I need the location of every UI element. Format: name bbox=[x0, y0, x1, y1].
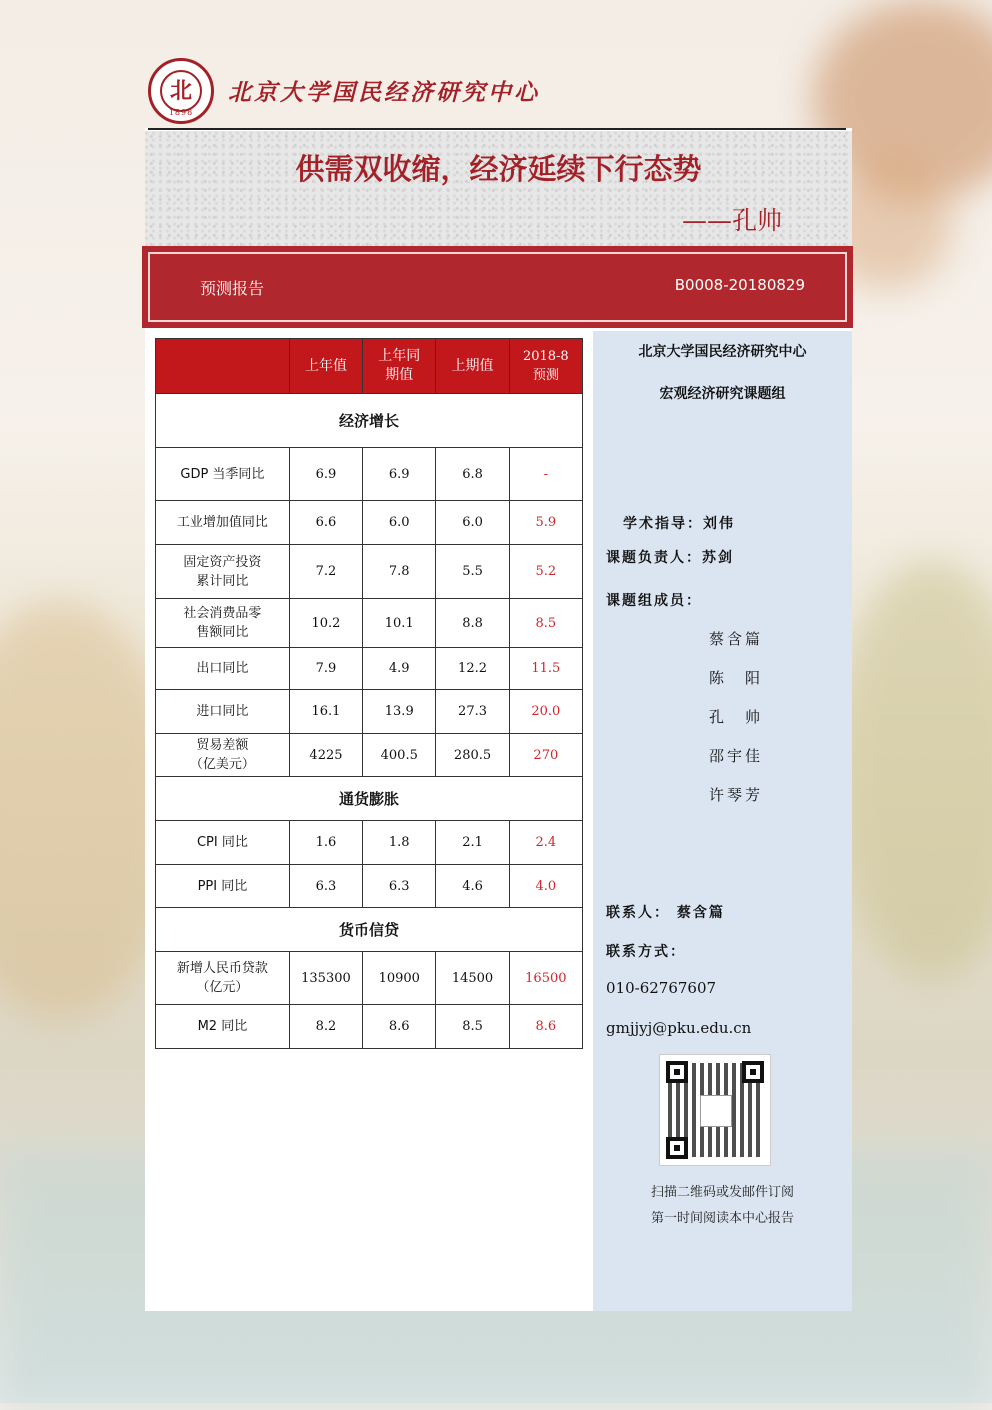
cell-prev-year: 16.1 bbox=[289, 690, 362, 734]
row-label: 工业增加值同比 bbox=[156, 501, 290, 545]
section-title: 货币信贷 bbox=[156, 908, 583, 952]
header-divider bbox=[148, 128, 846, 130]
table-row bbox=[156, 734, 583, 777]
header bbox=[148, 58, 848, 124]
cell-forecast: - bbox=[509, 448, 582, 501]
row-label: 贸易差额 （亿美元） bbox=[156, 734, 290, 777]
side-center-name: 北京大学国民经济研究中心 bbox=[638, 344, 807, 360]
cell-forecast: 8.5 bbox=[509, 599, 582, 648]
seal-year: 1898 bbox=[168, 108, 194, 117]
cell-forecast: 16500 bbox=[509, 952, 582, 1005]
contact-method-label: 联系方式： bbox=[606, 944, 686, 960]
title-band bbox=[145, 131, 852, 247]
cell-prev-year: 6.3 bbox=[289, 865, 362, 908]
qr-note-line-2: 第一时间阅读本中心报告 bbox=[650, 1211, 794, 1226]
cell-prev-year: 8.2 bbox=[289, 1005, 362, 1049]
section-title: 经济增长 bbox=[156, 394, 583, 448]
table-header-cell: 2018-8 预测 bbox=[509, 339, 582, 394]
table-row bbox=[156, 821, 583, 865]
cell-same-period: 6.0 bbox=[363, 501, 436, 545]
row-label: CPI 同比 bbox=[156, 821, 290, 865]
table-row bbox=[156, 952, 583, 1005]
cell-prev-period: 27.3 bbox=[436, 690, 509, 734]
cell-prev-year: 4225 bbox=[289, 734, 362, 777]
row-label: 进口同比 bbox=[156, 690, 290, 734]
table-row bbox=[156, 648, 583, 690]
background-tree bbox=[832, 560, 992, 980]
table-section-row bbox=[156, 777, 583, 821]
cell-prev-period: 280.5 bbox=[436, 734, 509, 777]
row-label: 新增人民币贷款 （亿元） bbox=[156, 952, 290, 1005]
table-header-cell: 上期值 bbox=[436, 339, 509, 394]
academic-advisor: 学术指导：刘伟 bbox=[623, 516, 735, 532]
cell-prev-year: 7.9 bbox=[289, 648, 362, 690]
members-label: 课题组成员： bbox=[606, 593, 702, 609]
side-group-name: 宏观经济研究课题组 bbox=[659, 386, 786, 402]
report-info-bar bbox=[142, 246, 853, 328]
report-title: 供需双收缩，经济延续下行态势 bbox=[295, 152, 702, 186]
cell-prev-period: 6.0 bbox=[436, 501, 509, 545]
table-header-cell bbox=[156, 339, 290, 394]
cell-same-period: 10900 bbox=[363, 952, 436, 1005]
cell-prev-period: 6.8 bbox=[436, 448, 509, 501]
table-row bbox=[156, 690, 583, 734]
contact-phone: 010-62767607 bbox=[606, 979, 717, 997]
row-label: PPI 同比 bbox=[156, 865, 290, 908]
project-leader: 课题负责人：苏剑 bbox=[606, 550, 734, 566]
qr-code-icon bbox=[659, 1054, 771, 1166]
cell-prev-period: 14500 bbox=[436, 952, 509, 1005]
cell-forecast: 5.2 bbox=[509, 545, 582, 599]
side-panel bbox=[593, 331, 852, 1311]
forecast-table bbox=[155, 338, 583, 1049]
table-row bbox=[156, 1005, 583, 1049]
row-label: 出口同比 bbox=[156, 648, 290, 690]
cell-prev-year: 6.9 bbox=[289, 448, 362, 501]
cell-prev-period: 5.5 bbox=[436, 545, 509, 599]
cell-same-period: 7.8 bbox=[363, 545, 436, 599]
table-row bbox=[156, 599, 583, 648]
member-name: 许琴芳 bbox=[709, 786, 764, 804]
member-name: 邵宇佳 bbox=[709, 747, 764, 765]
qr-note-line-1: 扫描二维码或发邮件订阅 bbox=[650, 1185, 794, 1200]
table-header-cell: 上年值 bbox=[289, 339, 362, 394]
cell-same-period: 4.9 bbox=[363, 648, 436, 690]
cell-same-period: 8.6 bbox=[363, 1005, 436, 1049]
cell-prev-period: 4.6 bbox=[436, 865, 509, 908]
contact-person: 联系人： 蔡含篇 bbox=[606, 905, 725, 921]
cell-prev-year: 10.2 bbox=[289, 599, 362, 648]
table-section-row bbox=[156, 908, 583, 952]
cell-prev-year: 135300 bbox=[289, 952, 362, 1005]
member-name: 陈 阳 bbox=[709, 669, 764, 687]
table-row bbox=[156, 865, 583, 908]
cell-prev-period: 12.2 bbox=[436, 648, 509, 690]
table-header-cell: 上年同 期值 bbox=[363, 339, 436, 394]
cell-prev-year: 6.6 bbox=[289, 501, 362, 545]
table-row bbox=[156, 501, 583, 545]
cell-prev-year: 7.2 bbox=[289, 545, 362, 599]
contact-email[interactable]: gmjjyj@pku.edu.cn bbox=[606, 1019, 752, 1037]
report-type: 预测报告 bbox=[200, 279, 265, 298]
table-section-row bbox=[156, 394, 583, 448]
row-label: 固定资产投资 累计同比 bbox=[156, 545, 290, 599]
cell-forecast: 11.5 bbox=[509, 648, 582, 690]
table-header-row bbox=[156, 339, 583, 394]
row-label: M2 同比 bbox=[156, 1005, 290, 1049]
report-author: ——孔帅 bbox=[681, 206, 782, 235]
cell-forecast: 5.9 bbox=[509, 501, 582, 545]
row-label: GDP 当季同比 bbox=[156, 448, 290, 501]
cell-same-period: 13.9 bbox=[363, 690, 436, 734]
university-seal-icon: 北 1898 bbox=[148, 58, 214, 124]
cell-forecast: 270 bbox=[509, 734, 582, 777]
member-name: 蔡含篇 bbox=[709, 630, 764, 648]
cell-forecast: 2.4 bbox=[509, 821, 582, 865]
cell-same-period: 1.8 bbox=[363, 821, 436, 865]
org-name: 北京大学国民经济研究中心 bbox=[228, 79, 540, 106]
cell-same-period: 6.3 bbox=[363, 865, 436, 908]
cell-prev-period: 2.1 bbox=[436, 821, 509, 865]
cell-same-period: 10.1 bbox=[363, 599, 436, 648]
cell-same-period: 6.9 bbox=[363, 448, 436, 501]
member-name: 孔 帅 bbox=[709, 708, 764, 726]
report-id: B0008-20180829 bbox=[674, 276, 805, 294]
cell-same-period: 400.5 bbox=[363, 734, 436, 777]
table-row bbox=[156, 448, 583, 501]
cell-prev-year: 1.6 bbox=[289, 821, 362, 865]
section-title: 通货膨胀 bbox=[156, 777, 583, 821]
table-row bbox=[156, 545, 583, 599]
cell-prev-period: 8.8 bbox=[436, 599, 509, 648]
cell-forecast: 8.6 bbox=[509, 1005, 582, 1049]
row-label: 社会消费品零 售额同比 bbox=[156, 599, 290, 648]
cell-prev-period: 8.5 bbox=[436, 1005, 509, 1049]
cell-forecast: 4.0 bbox=[509, 865, 582, 908]
cell-forecast: 20.0 bbox=[509, 690, 582, 734]
